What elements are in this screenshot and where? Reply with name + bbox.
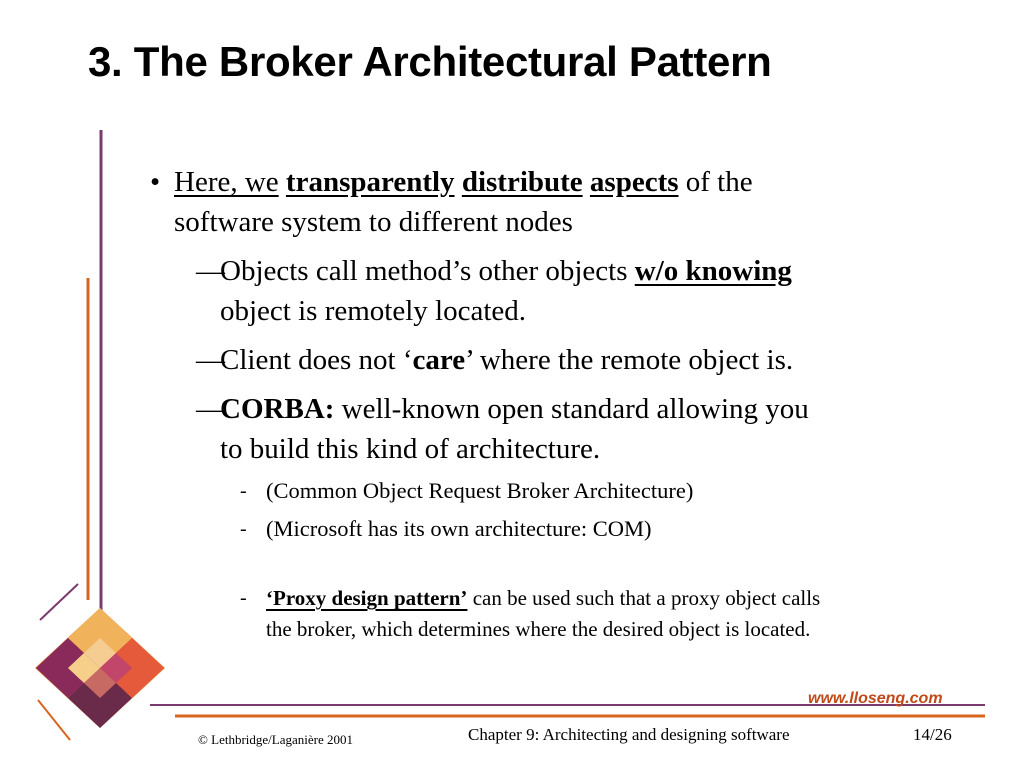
dash-icon: -	[240, 518, 247, 540]
dash-icon: —	[196, 344, 225, 376]
footer-copyright: © Lethbridge/Laganière 2001	[198, 732, 353, 747]
proxy-bullet	[240, 583, 970, 645]
sub-sub-bullet	[240, 513, 970, 545]
proxy-line2: the broker, which determines where the desired object is located.	[266, 617, 811, 641]
bullet-line2: software system to different nodes	[174, 206, 573, 238]
keyword-distribute: distribute	[461, 166, 583, 198]
sub-sub-bullet-text: (Microsoft has its own architecture: COM)	[266, 516, 652, 541]
sub-bullet-objects	[196, 251, 970, 331]
website-logo: www.lloseng.com	[808, 690, 943, 707]
diamond-logo-icon	[35, 608, 165, 728]
proxy-text: can be used such that a proxy object calls	[467, 586, 821, 610]
footer-chapter: Chapter 9: Architecting and designing software	[468, 725, 790, 744]
sub-bullet-text: Objects call method’s other objects	[220, 255, 635, 287]
page-number: 14/26	[913, 725, 952, 744]
sub-bullet-line2: to build this kind of architecture.	[220, 433, 601, 465]
keyword-corba: CORBA:	[220, 393, 335, 425]
keyword-proxy-design-pattern: ‘Proxy design pattern’	[266, 586, 468, 610]
sub-bullet-text: Client does not ‘	[220, 344, 413, 376]
slide-title: 3. The Broker Architectural Pattern	[88, 38, 772, 85]
sub-bullet-line2: object is remotely located.	[220, 295, 527, 327]
bullet-text-end: of the	[685, 166, 753, 198]
sub-bullet-corba	[196, 389, 970, 469]
dash-icon: -	[240, 480, 247, 502]
bullet-prefix: Here, we	[174, 166, 279, 198]
sub-bullet-text-end: ’ where the remote object is.	[465, 344, 794, 376]
dash-icon: —	[196, 393, 225, 425]
sub-sub-bullet-text: (Common Object Request Broker Architecture)	[266, 478, 694, 503]
keyword-transparently: transparently	[285, 166, 455, 198]
dash-icon: -	[240, 587, 247, 609]
keyword-aspects: aspects	[589, 166, 679, 198]
dash-icon: —	[196, 255, 225, 287]
slide-content	[150, 162, 970, 645]
sub-bullet-client	[196, 340, 970, 380]
keyword-care: care	[412, 344, 466, 376]
sub-bullet-text: well-known open standard allowing you	[334, 393, 809, 425]
main-bullet	[150, 162, 970, 242]
sub-sub-bullet	[240, 475, 970, 507]
keyword-wo-knowing: w/o knowing	[634, 255, 792, 287]
bullet-icon: •	[150, 166, 161, 198]
